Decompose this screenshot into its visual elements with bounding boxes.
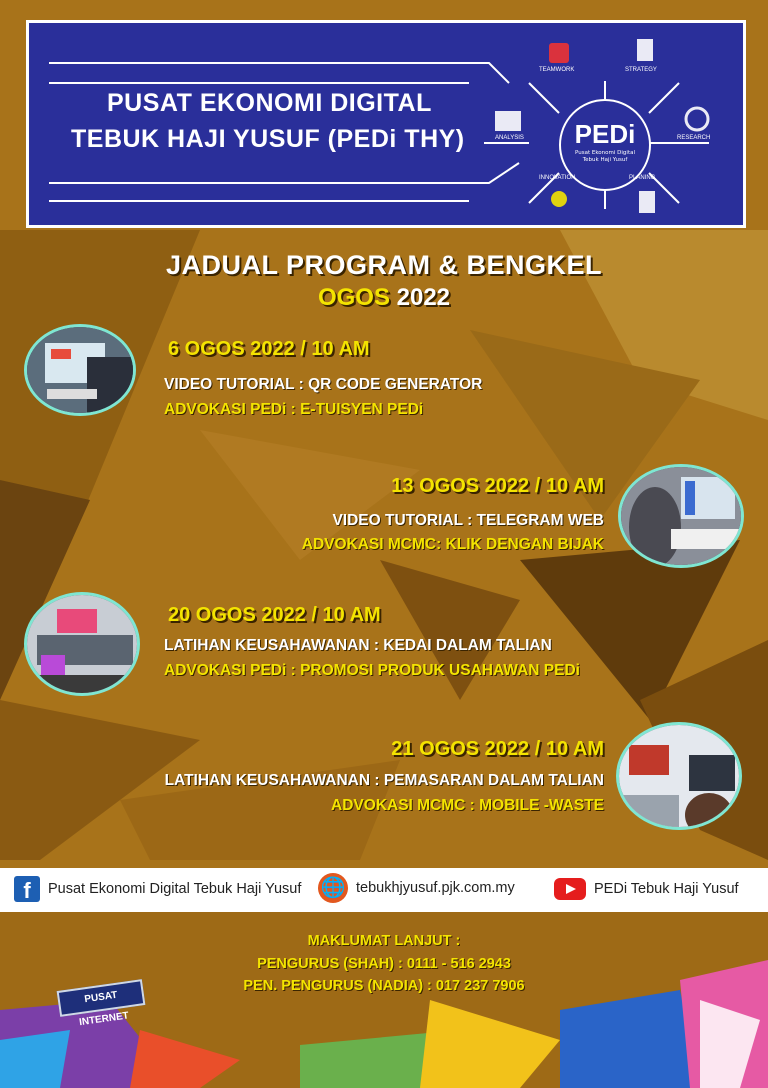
program-2-date: 13 OGOS 2022 / 10 AM xyxy=(391,475,604,497)
pedi-logo-subtitle-2: Tebuk Haji Yusuf xyxy=(582,157,628,163)
facebook-icon: f xyxy=(14,876,40,902)
program-3-photo xyxy=(24,592,140,696)
contact-assistant: PEN. PENGURUS (NADIA) : 017 237 7906 xyxy=(243,978,525,994)
contact-heading: MAKLUMAT LANJUT : xyxy=(307,933,461,949)
node-planing: PLANING xyxy=(629,175,656,181)
pedi-logo-subtitle-1: Pusat Ekonomi Digital xyxy=(575,150,635,156)
facebook-link[interactable] xyxy=(14,876,301,902)
globe-icon: 🌐 xyxy=(318,873,348,903)
website-link[interactable] xyxy=(318,873,515,903)
program-3-line1: LATIHAN KEUSAHAWANAN : KEDAI DALAM TALIAN xyxy=(164,637,552,654)
youtube-label: PEDi Tebuk Haji Yusuf xyxy=(594,881,739,897)
program-1-date: 6 OGOS 2022 / 10 AM xyxy=(168,338,370,360)
headline-title: JADUAL PROGRAM & BENGKEL xyxy=(165,250,603,280)
node-research: RESEARCH xyxy=(677,135,711,141)
program-1-line1: VIDEO TUTORIAL : QR CODE GENERATOR xyxy=(164,376,483,393)
node-analysis: ANALYSIS xyxy=(495,135,524,141)
program-2-line1: VIDEO TUTORIAL : TELEGRAM WEB xyxy=(332,512,604,529)
headline-month-name: OGOS xyxy=(317,284,390,311)
headline-month xyxy=(0,284,768,312)
program-4-line2: ADVOKASI MCMC : MOBILE -WASTE xyxy=(331,797,604,814)
program-2-photo xyxy=(618,464,744,568)
node-strategy: STRATEGY xyxy=(625,67,657,73)
contact-manager: PENGURUS (SHAH) : 0111 - 516 2943 xyxy=(257,956,511,972)
node-innovation: INNOVATION xyxy=(539,175,576,181)
header-banner xyxy=(26,20,746,228)
pedi-logo-text: PEDi xyxy=(574,119,636,149)
program-3-line2: ADVOKASI PEDi : PROMOSI PRODUK USAHAWAN PEDi xyxy=(164,662,580,679)
program-4-line1: LATIHAN KEUSAHAWANAN : PEMASARAN DALAM TALIAN xyxy=(164,772,604,789)
social-links-bar xyxy=(0,868,768,912)
youtube-link[interactable] xyxy=(554,878,739,900)
program-4-photo xyxy=(616,722,742,830)
program-2-line2: ADVOKASI MCMC: KLIK DENGAN BIJAK xyxy=(301,536,604,553)
program-1-photo xyxy=(24,324,136,416)
facebook-label: Pusat Ekonomi Digital Tebuk Haji Yusuf xyxy=(48,881,302,897)
program-4-date: 21 OGOS 2022 / 10 AM xyxy=(391,738,604,760)
pusat-internet-sign: PUSAT INTERNET xyxy=(57,979,146,1017)
program-1-line2: ADVOKASI PEDi : E-TUISYEN PEDi xyxy=(164,401,424,418)
headline-year: 2022 xyxy=(396,284,451,311)
youtube-icon xyxy=(554,878,586,900)
program-3-date: 20 OGOS 2022 / 10 AM xyxy=(168,604,381,626)
banner-title-line2: TEBUK HAJI YUSUF (PEDi THY) xyxy=(71,125,465,153)
node-teamwork: TEAMWORK xyxy=(539,67,575,73)
website-label: tebukhjyusuf.pjk.com.my xyxy=(356,880,515,896)
banner-title-line1: PUSAT EKONOMI DIGITAL xyxy=(107,89,432,117)
